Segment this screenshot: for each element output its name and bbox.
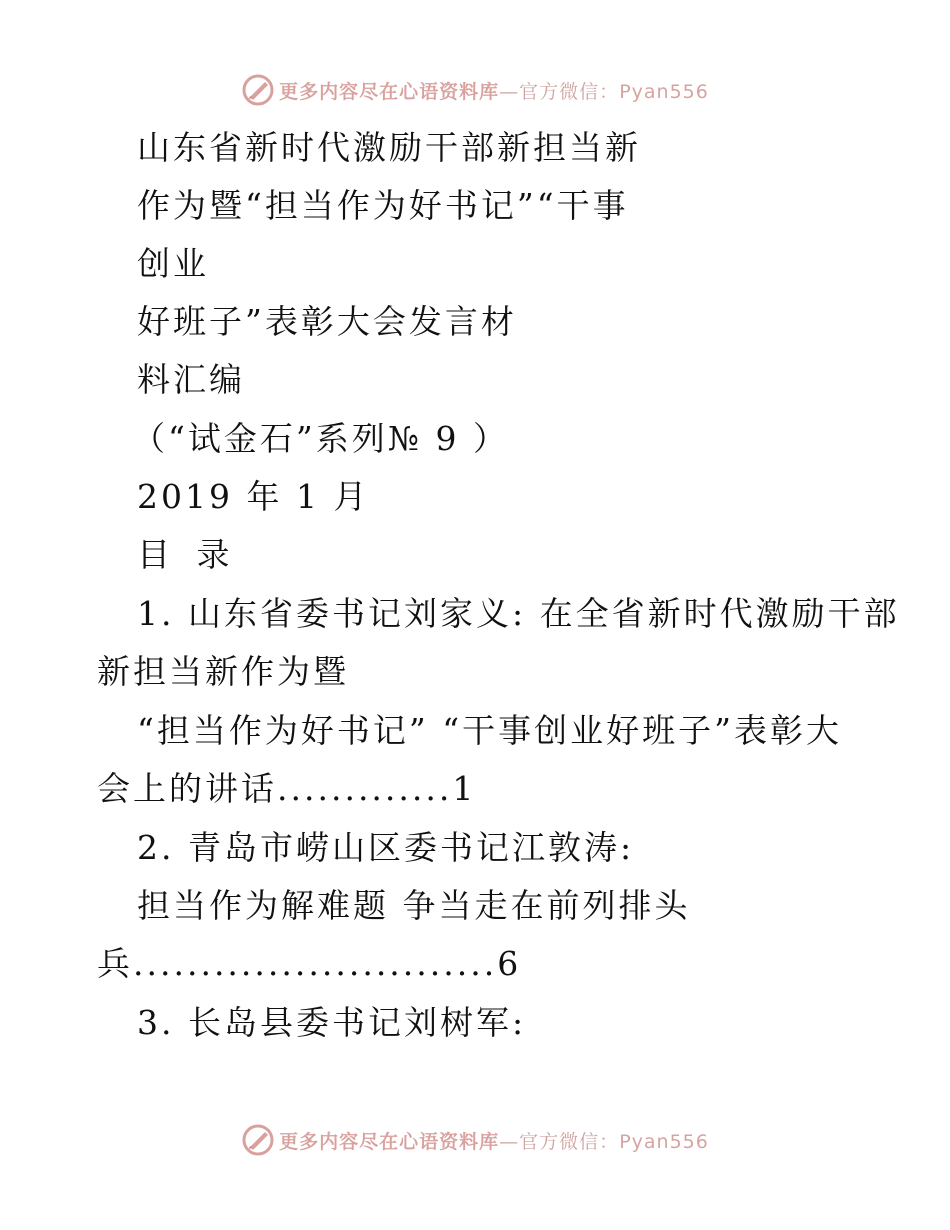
toc-item-2-line-2: 担当作为解难题 争当走在前列排头 — [137, 886, 691, 925]
watermark-logo-icon — [241, 1123, 275, 1157]
title-line-5: 料汇编 — [137, 360, 245, 399]
watermark-dash: — — [499, 1130, 520, 1153]
watermark-wechat-label: 官方微信： — [519, 80, 620, 103]
watermark-main: 更多内容尽在心语资料库 — [279, 1130, 500, 1153]
watermark-wechat-id: Pyan556 — [619, 80, 709, 103]
toc-item-1-line-2: 新担当新作为暨 — [97, 652, 349, 691]
watermark-text — [279, 1127, 709, 1154]
watermark-wechat-id: Pyan556 — [619, 1130, 709, 1153]
watermark-main: 更多内容尽在心语资料库 — [279, 80, 500, 103]
toc-item-1-line-3: “担当作为好书记” “干事创业好班子”表彰大 — [137, 711, 842, 750]
title-line-4: 好班子”表彰大会发言材 — [137, 302, 517, 341]
watermark-dash: — — [499, 80, 520, 103]
document-date: 2019 年 1 月 — [137, 477, 370, 516]
title-line-3: 创业 — [137, 244, 209, 283]
toc-heading: 目 录 — [137, 535, 238, 574]
toc-item-3-line-1: 3. 长岛县委书记刘树军: — [137, 1003, 527, 1042]
toc-item-1-line-4: 会上的讲话.............1 — [97, 769, 477, 808]
toc-item-2-line-1: 2. 青岛市崂山区委书记江敦涛: — [137, 828, 635, 867]
toc-item-1-line-1: 1. 山东省委书记刘家义: 在全省新时代激励干部 — [137, 594, 900, 633]
watermark-wechat-label: 官方微信： — [519, 1130, 620, 1153]
watermark-footer — [0, 1120, 950, 1160]
toc-item-2-line-3: 兵...........................6 — [97, 944, 522, 983]
series-label: （“试金石”系列№ 9 ） — [132, 419, 509, 458]
title-line-2: 作为暨“担当作为好书记”“干事 — [137, 186, 629, 225]
title-line-1: 山东省新时代激励干部新担当新 — [137, 128, 641, 167]
